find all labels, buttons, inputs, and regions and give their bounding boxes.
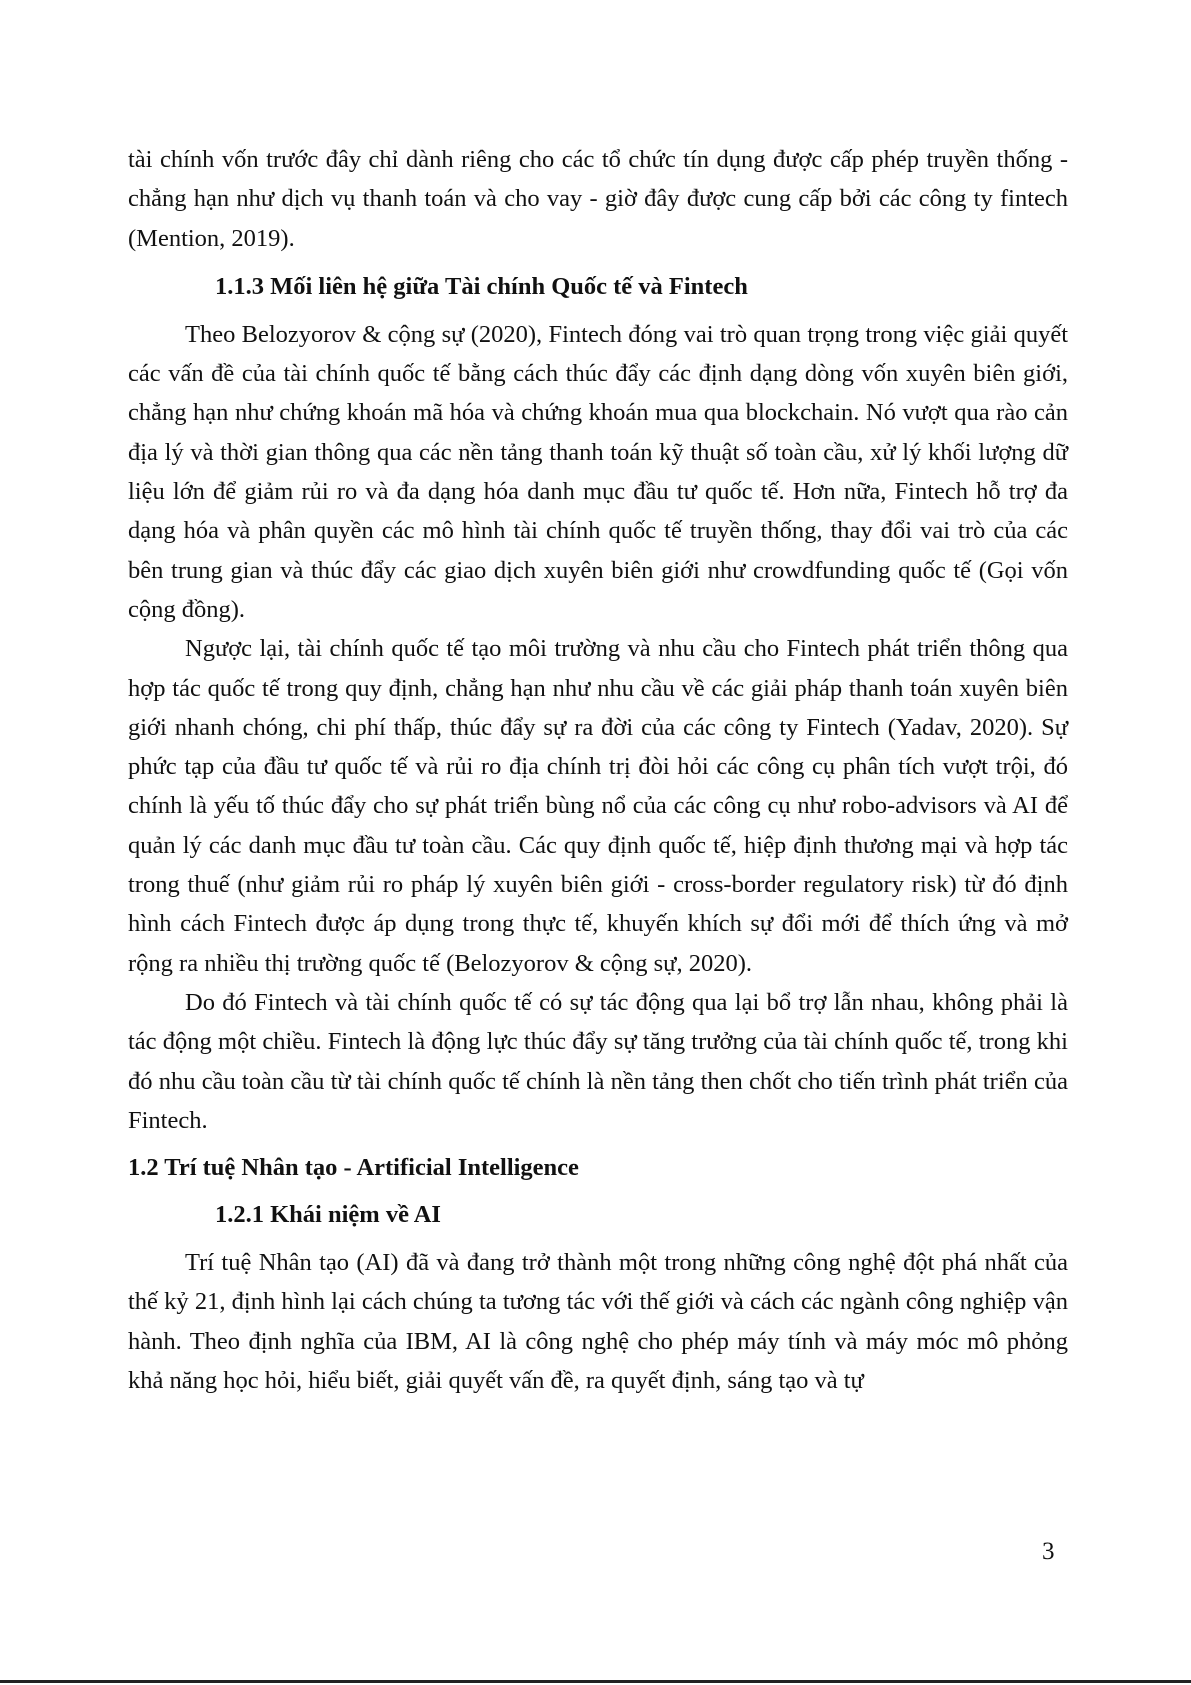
heading-1-2: 1.2 Trí tuệ Nhân tạo - Artificial Intelligence	[128, 1154, 579, 1182]
paragraph-1-2-1-first: Trí tuệ Nhân tạo (AI) đã và đang trở thành một trong những công nghệ đột phá nhất của thế kỷ 21, định hình lại cách chúng ta tương tác với thế giới và cách các ngành công nghiệp vận hành. Theo định nghĩa của IBM, AI là công nghệ cho phép máy tính và máy móc mô phỏng khả năng học hỏi, hiểu biết, giải quyết vấn đề, ra quyết định, sáng tạo và tự	[128, 1249, 1068, 1395]
paragraph-1-1-3-first: Theo Belozyorov & cộng sự (2020), Fintech đóng vai trò quan trọng trong việc giải quyết các vấn đề của tài chính quốc tế bằng cách thúc đẩy các định dạng dòng vốn xuyên biên giới, chẳng hạn như chứng khoán mã hóa và chứng khoán mua qua blockchain. Nó vượt qua rào cản địa lý và thời gian thông qua các nền tảng thanh toán kỹ thuật số toàn cầu, xử lý khối lượng dữ liệu lớn để giảm rủi ro và đa dạng hóa danh mục đầu tư quốc tế. Hơn nữa, Fintech hỗ trợ đa dạng hóa và phân quyền các mô hình tài chính quốc tế truyền thống, thay đổi vai trò của các bên trung gian và thúc đẩy các giao dịch xuyên biên giới như crowdfunding quốc tế (Gọi vốn cộng đồng).	[128, 320, 1068, 623]
heading-1-2-1: 1.2.1 Khái niệm về AI	[215, 1201, 441, 1229]
page-content	[128, 140, 1068, 1400]
paragraph-1-1-3-second: Ngược lại, tài chính quốc tế tạo môi trường và nhu cầu cho Fintech phát triển thông qua hợp tác quốc tế trong quy định, chẳng hạn như nhu cầu về các giải pháp thanh toán xuyên biên giới nhanh chóng, chi phí thấp, thúc đẩy sự ra đời của các công ty Fintech (Yadav, 2020). Sự phức tạp của đầu tư quốc tế và rủi ro địa chính trị đòi hỏi các công cụ phân tích vượt trội, đó chính là yếu tố thúc đẩy cho sự phát triển bùng nổ của các công cụ như robo-advisors và AI để quản lý các danh mục đầu tư toàn cầu. Các quy định quốc tế, hiệp định thương mại và hợp tác trong thuế (như giảm rủi ro pháp lý xuyên biên giới - cross-border regulatory risk) từ đó định hình cách Fintech được áp dụng trong thực tế, khuyến khích sự đổi mới để thích ứng và mở rộng ra nhiều thị trường quốc tế (Belozyorov & cộng sự, 2020).	[128, 635, 1068, 977]
page-number: 3	[1042, 1538, 1055, 1565]
heading-1-1-3: 1.1.3 Mối liên hệ giữa Tài chính Quốc tế và Fintech	[215, 272, 748, 300]
paragraph-1-1-3-third: Do đó Fintech và tài chính quốc tế có sự tác động qua lại bổ trợ lẫn nhau, không phải là tác động một chiều. Fintech là động lực thúc đẩy sự tăng trưởng của tài chính quốc tế, trong khi đó nhu cầu toàn cầu từ tài chính quốc tế chính là nền tảng then chốt cho tiến trình phát triển của Fintech.	[128, 988, 1068, 1134]
paragraph-continued: tài chính vốn trước đây chỉ dành riêng cho các tổ chức tín dụng được cấp phép truyền thống - chẳng hạn như dịch vụ thanh toán và cho vay - giờ đây được cung cấp bởi các công ty fintech (Mention, 2019).	[128, 146, 1068, 252]
bottom-divider	[0, 1680, 1191, 1683]
